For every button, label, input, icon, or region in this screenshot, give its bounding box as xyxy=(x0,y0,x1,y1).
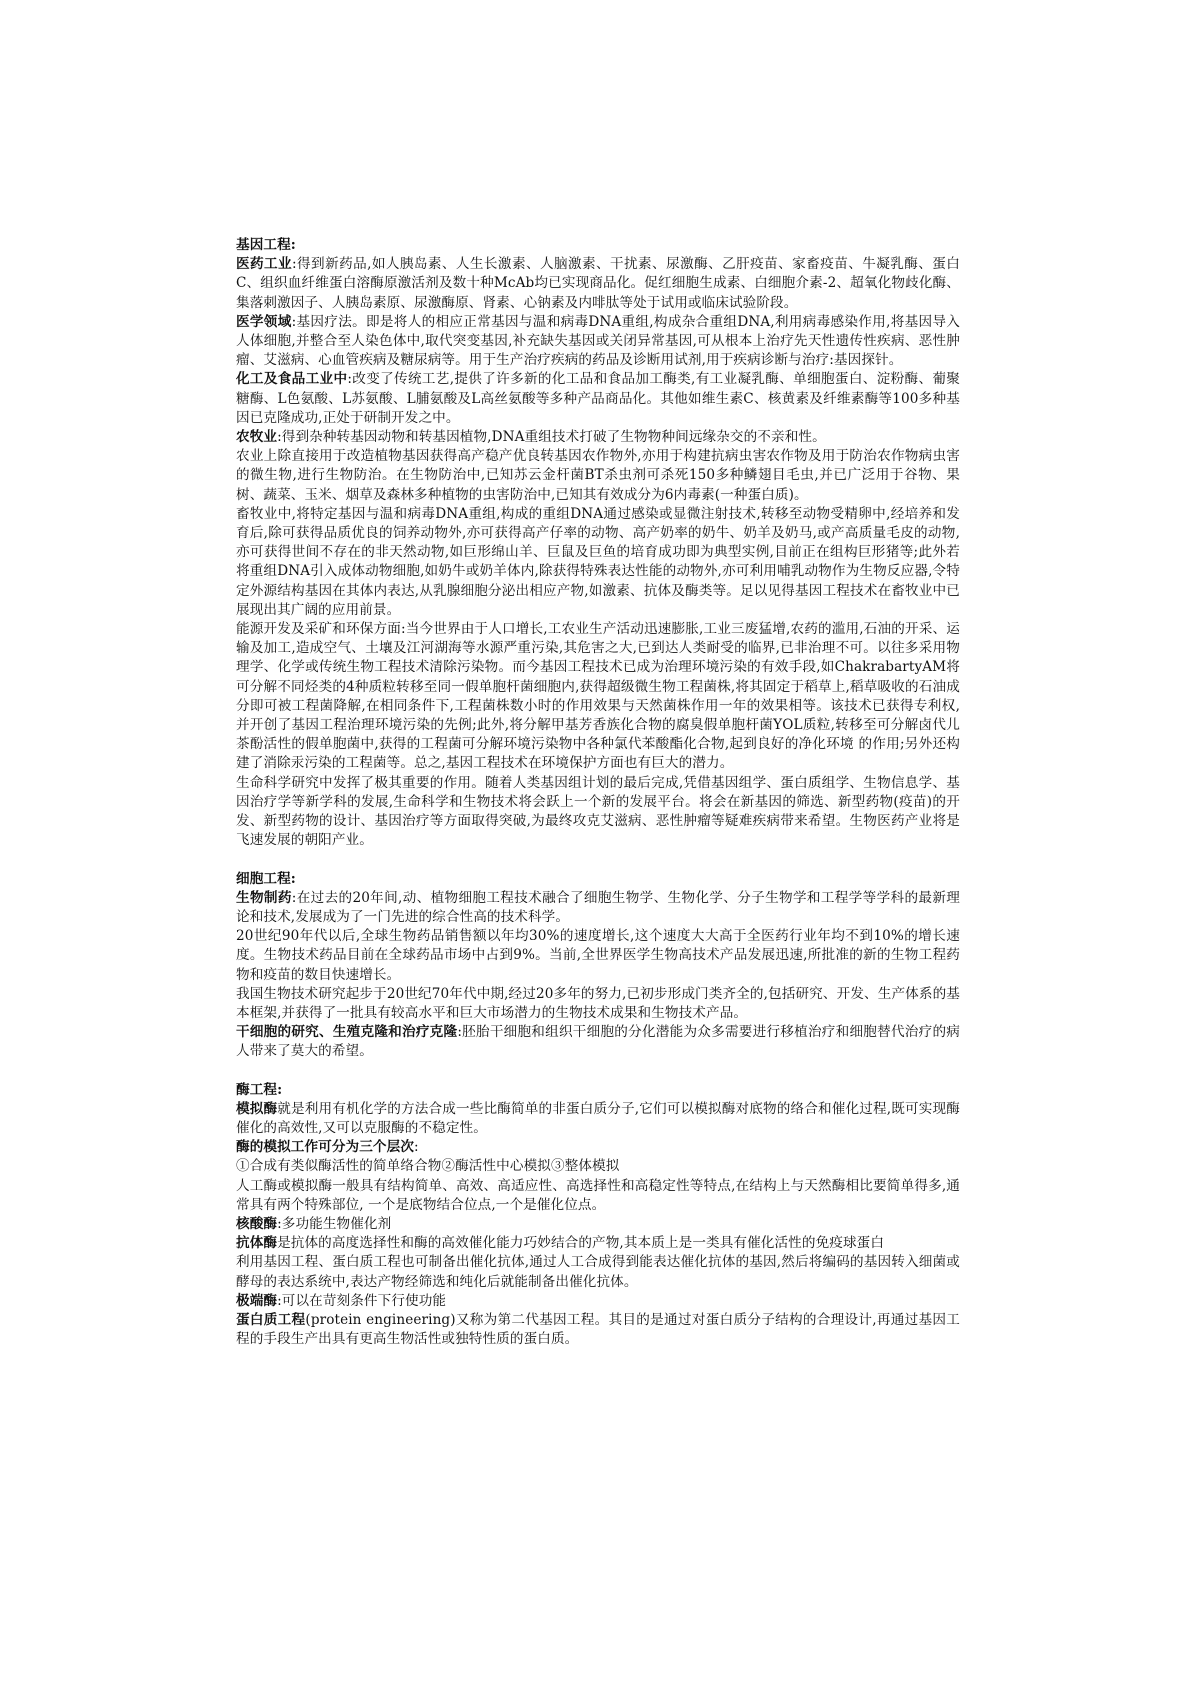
paragraph-abzyme-production: 利用基因工程、蛋白质工程也可制备出催化抗体,通过人工合成得到能表达催化抗体的基因,然后将编码的基因转入细菌或酵母的表达系统中,表达产物经筛选和纯化后就能制备出催化抗体。 xyxy=(236,1254,960,1290)
paragraph-mimic-levels xyxy=(236,1138,960,1157)
paragraph-life-science: 生命科学研究中发挥了极其重要的作用。随着人类基因组计划的最后完成,凭借基因组学、蛋白质组学、生物信息学、基因治疗学等新学科的发展,生命科学和生物技术将会跃上一个新的发展平台。将会在新基因的筛选、新型药物(疫苗)的开发、新型药物的设计、基因治疗等方面取得突破,为最终攻克艾滋病、恶性肿瘤等疑难疾病带来希望。生物医药产业将是飞速发展的朝阳产业。 xyxy=(236,774,960,849)
term-biopharma: 生物制药 xyxy=(236,889,292,906)
term-mimic-levels: 酶的模拟工作可分为三个层次 xyxy=(236,1139,415,1156)
paragraph-stem-cell xyxy=(236,1023,960,1061)
paragraph-agriculture xyxy=(236,428,960,447)
text-abzyme: 是抗体的高度选择性和酶的高效催化能力巧妙结合的产物,其本质上是一类具有催化活性的免疫球蛋白 xyxy=(277,1235,885,1252)
term-stem-cell: 干细胞的研究、生殖克隆和治疗克隆 xyxy=(236,1024,458,1041)
term-protein-engineering: 蛋白质工程 xyxy=(236,1311,306,1328)
paragraph-pharma-industry xyxy=(236,255,960,313)
paragraph-mimic-enzyme xyxy=(236,1100,960,1138)
text-chemical-food: :改变了传统工艺,提供了许多新的化工品和食品加工酶类,有工业凝乳酶、单细胞蛋白、淀粉酶、葡聚糖酶、L色氨酸、L苏氨酸、L脯氨酸及L高丝氨酸等多种产品商品化。其他如维生素C、核黄素及纤维素酶等100多种基因已克隆成功,正处于研制开发之中。 xyxy=(236,371,960,426)
paragraph-abzyme xyxy=(236,1234,960,1253)
section-spacer xyxy=(236,1062,960,1081)
paragraph-china-biotech: 我国生物技术研究起步于20世纪70年代中期,经过20多年的努力,已初步形成门类齐全的,包括研究、开发、生产体系的基本框架,并获得了一批具有较高水平和巨大市场潜力的生物技术成果和生物技术产品。 xyxy=(236,985,960,1021)
term-mimic-enzyme: 模拟酶 xyxy=(236,1100,278,1117)
paragraph-energy-environment: 能源开发及采矿和环保方面:当今世界由于人口增长,工农业生产活动迅速膨胀,工业三废猛增,农药的滥用,石油的开采、运输及加工,造成空气、土壤及江河湖海等水源严重污染,其危害之大,已到达人类耐受的临界,已非治理不可。以往多采用物理学、化学或传统生物工程技术清除污染物。而今基因工程技术已成为治理环境污染的有效手段,如ChakrabartyAM将可分解不同烃类的4种质粒转移至同一假单胞杆菌细胞内,获得超级微生物工程菌株,将其固定于稻草上,稻草吸收的石油成分即可被工程菌降解,在相同条件下,工程菌株数小时的作用效果与天然菌株作用一年的效果相等。该技术已获得专利权,并开创了基因工程治理环境污染的先例;此外,将分解甲基芳香族化合物的腐臭假单胞杆菌YOL质粒,转移至可分解卤代儿茶酚活性的假单胞菌中,获得的工程菌可分解环境污染物中各种氯代苯酸酯化合物,起到良好的净化环境 的作用;另外还构建了消除汞污染的工程菌等。总之,基因工程技术在环境保护方面也有巨大的潜力。 xyxy=(236,621,960,772)
paragraph-extremozyme xyxy=(236,1292,960,1311)
paragraph-mimic-levels-list: ①合成有类似酶活性的简单络合物②酶活性中心模拟③整体模拟 xyxy=(236,1158,620,1175)
section-title-gene-engineering: 基因工程: xyxy=(236,237,296,253)
paragraph-global-market: 20世纪90年代以后,全球生物药品销售额以年均30%的速度增长,这个速度大大高于全医药行业年均不到10%的增长速度。生物技术药品目前在全球药品市场中占到9%。当前,全世界医学生物高技术产品发展迅速,所批准的新的生物工程药物和疫苗的数目快速增长。 xyxy=(236,928,960,983)
paragraph-artificial-enzyme: 人工酶或模拟酶一般具有结构简单、高效、高适应性、高选择性和高稳定性等特点,在结构上与天然酶相比要简单得多,通常具有两个特殊部位, 一个是底物结合位点,一个是催化位点。 xyxy=(236,1177,960,1213)
term-agriculture: 农牧业 xyxy=(236,429,278,446)
text-medical-field: :基因疗法。即是将人的相应正常基因与温和病毒DNA重组,构成杂合重组DNA,利用病毒感染作用,将基因导入人体细胞,并整合至人染色体中,取代突变基因,补充缺失基因或关闭异常基因,可从根本上治疗先天性遗传性疾病、恶性肿瘤、艾滋病、心血管疾病及糖尿病等。用于生产治疗疾病的药品及诊断用试剂,用于疾病诊断与治疗:基因探针。 xyxy=(236,313,960,369)
term-abzyme: 抗体酶 xyxy=(236,1235,278,1252)
text-agriculture: :得到杂种转基因动物和转基因植物,DNA重组技术打破了生物物种间远缘杂交的不亲和性。 xyxy=(277,429,826,446)
section-title-cell-engineering: 细胞工程: xyxy=(236,870,296,887)
section-spacer xyxy=(236,851,960,870)
text-mimic-enzyme: 就是利用有机化学的方法合成一些比酶简单的非蛋白质分子,它们可以模拟酶对底物的络合和催化过程,既可实现酶催化的高效性,又可以克服酶的不稳定性。 xyxy=(236,1100,960,1136)
document-body xyxy=(236,236,960,1349)
text-stem-cell: :胚胎干细胞和组织干细胞的分化潜能为众多需要进行移植治疗和细胞替代治疗的病人带来了莫大的希望。 xyxy=(236,1024,960,1060)
text-ribozyme: :多功能生物催化剂 xyxy=(277,1215,392,1232)
term-ribozyme: 核酸酶 xyxy=(236,1215,278,1232)
term-pharma-industry: 医药工业 xyxy=(236,256,293,273)
text-mimic-levels: : xyxy=(414,1139,419,1156)
paragraph-chemical-food xyxy=(236,370,960,428)
term-extremozyme: 极端酶 xyxy=(236,1292,278,1309)
text-protein-engineering: (protein engineering)又称为第二代基因工程。其目的是通过对蛋白质分子结构的合理设计,再通过基因工程的手段生产出具有更高生物活性或独特性质的蛋白质。 xyxy=(236,1311,960,1348)
paragraph-crop: 农业上除直接用于改造植物基因获得高产稳产优良转基因农作物外,亦用于构建抗病虫害农作物及用于防治农作物病虫害的微生物,进行生物防治。在生物防治中,已知苏云金杆菌BT杀虫剂可杀死150多种鳞翅目毛虫,并已广泛用于谷物、果树、蔬菜、玉米、烟草及森林多种植物的虫害防治中,已知其有效成分为6内毒素(一种蛋白质)。 xyxy=(236,448,960,503)
paragraph-livestock: 畜牧业中,将特定基因与温和病毒DNA重组,构成的重组DNA通过感染或显微注射技术,转移至动物受精卵中,经培养和发育后,除可获得品质优良的饲养动物外,亦可获得高产仔率的动物、高产奶率的奶牛、奶羊及奶马,或产高质量毛皮的动物,亦可获得世间不存在的非天然动物,如巨形绵山羊、巨鼠及巨鱼的培育成功即为典型实例,目前正在组构巨形猪等;此外若将重组DNA引入成体动物细胞,如奶牛或奶羊体内,除获得特殊表达性能的动物外,亦可利用哺乳动物作为生物反应器,令特定外源结构基因在其体内表达,从乳腺细胞分泌出相应产物,如激素、抗体及酶类等。足以见得基因工程技术在畜牧业中已展现出其广阔的应用前景。 xyxy=(236,505,960,618)
text-pharma-industry: :得到新药品,如人胰岛素、人生长激素、人脑激素、干扰素、尿激酶、乙肝疫苗、家畜疫苗、牛凝乳酶、蛋白C、组织血纤维蛋白溶酶原激活剂及数十种McAb均已实现商品化。促红细胞生成素、白细胞介素-2、超氧化物歧化酶、集落刺激因子、人胰岛素原、尿激酶原、肾素、心钠素及内啡肽等处于试用或临床试验阶段。 xyxy=(236,256,960,311)
text-extremozyme: :可以在苛刻条件下行使功能 xyxy=(277,1292,447,1309)
paragraph-biopharma xyxy=(236,889,960,927)
section-title-enzyme-engineering: 酶工程: xyxy=(236,1081,283,1098)
paragraph-ribozyme xyxy=(236,1215,960,1234)
paragraph-protein-engineering xyxy=(236,1311,960,1349)
paragraph-medical-field xyxy=(236,313,960,371)
term-medical-field: 医学领域 xyxy=(236,313,292,330)
text-biopharma: :在过去的20年间,动、植物细胞工程技术融合了细胞生物学、生物化学、分子生物学和工程学等学科的最新理论和技术,发展成为了一门先进的综合性高的技术科学。 xyxy=(236,889,960,925)
term-chemical-food: 化工及食品工业中 xyxy=(236,371,348,388)
